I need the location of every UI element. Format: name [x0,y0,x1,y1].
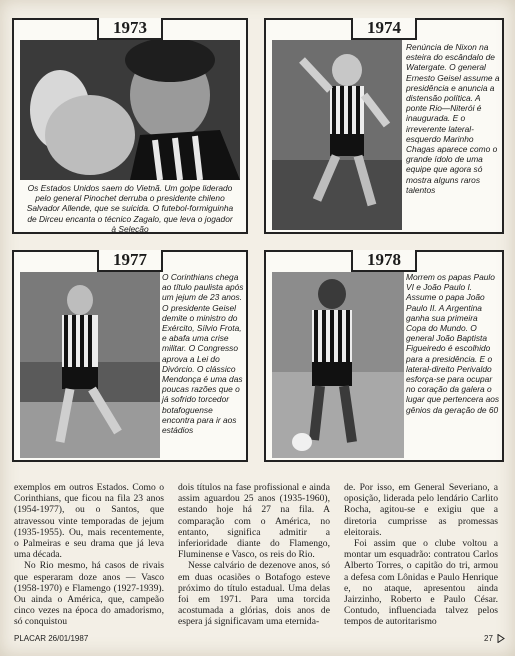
body-column-1 [14,482,164,628]
body-column-3 [344,482,498,628]
triangle-right-icon [497,634,505,643]
caption-1978: Morrem os papas Paulo VI e João Paulo I. Assume o papa João Paulo II. A Argentina ganha sua primeira Copa do Mundo. O general João Baptista Figueiredo é escolhido para a presidência. E o lateral-direito Perivaldo esforça-se para ocupar no coração da galera o lugar que pertencera aos gênios da geração de 60 [406,272,500,415]
body-paragraph: No Rio mesmo, há casos de rivais que esperaram doze anos — Vasco (1958-1970) e Flamengo (1927-1939). Ou ainda o América, que, campeão cinco vezes na época do amadorismo, só conquistou [14,560,164,628]
year-label-1977: 1977 [97,250,163,272]
year-label-1978: 1978 [351,250,417,272]
panel-1978 [264,250,504,462]
body-paragraph: exemplos em outros Estados. Como o Corinthians, que ficou na fila 23 anos (1954-1977), ou o Santos, que atravessou vinte temporadas de jejum (1935-1955). Ou, mais recentemente, o Palmeiras e seu drama que já leva uma década. [14,482,164,561]
photo-1977 [20,272,160,458]
panel-1973 [12,18,248,234]
body-paragraph: Nesse calvário de dezenove anos, só em duas ocasiões o Botafogo esteve próximo do título estadual. Uma delas foi em 1971. Para uma torcida acostumada a glórias, dois anos de espera já significavam uma eternida- [178,560,330,628]
photo-1973 [20,40,240,180]
body-column-2 [178,482,330,628]
year-label-1974: 1974 [351,18,417,40]
body-paragraph: de. Por isso, em General Severiano, a oposição, liderada pelo lendário Carlito Rocha, agitou-se e exigiu que a diretoria cumprisse as promessas eleitorais. [344,482,498,538]
caption-1974: Renúncia de Nixon na esteira do escândalo de Watergate. O general Ernesto Geisel assume a presidência e anuncia a distensão política. A ponte Rio—Niterói é inaugurada. E o irreverente lateral-esquerdo Marinho Chagas aparece como o grande ídolo de uma equipe que agora só mostra alguns raros talentos [406,42,500,195]
page-number: 27 [484,634,493,643]
photo-1974 [272,40,402,230]
body-paragraph: dois títulos na fase profissional e ainda assim aguardou 25 anos (1935-1960), estando hoje há 27 na fila. A comparação com o América, no entanto, significa admitir a inferioridade diante do Flamengo, Fluminense e Vasco, os reis do Rio. [178,482,330,561]
panel-1974 [264,18,504,234]
caption-1977: O Corinthians chega ao título paulista após um jejum de 23 anos. O presidente Geisel demite o ministro do Exército, Sílvio Frota, e abafa uma crise militar. O Congresso aprova a Lei do Divórcio. O clássico Mendonça é uma das poucas razões que o já sofrido torcedor botafoguense encontra para ir aos estádios [162,272,244,436]
caption-1973: Os Estados Unidos saem do Vietnã. Um golpe liderado pelo general Pinochet derruba o presidente chileno Salvador Allende, que se suicida. O futebol-formiguinha de Dirceu encanta o técnico Zagalo, que leva o jogador à Seleção [26,183,234,234]
panel-1977 [12,250,248,462]
photo-1978 [272,272,404,458]
year-label-1973: 1973 [97,18,163,40]
footer-source: PLACAR 26/01/1987 [14,634,89,643]
body-paragraph: Foi assim que o clube voltou a montar um esquadrão: contratou Carlos Alberto Torres, o capitão do tri, armou a defesa com Lônidas e Paulo Henrique e, no ataque, apresentou ainda Jairzinho, Roberto e Paulo César. Contudo, influenciada talvez pelos tempos de autoritarismo [344,538,498,628]
